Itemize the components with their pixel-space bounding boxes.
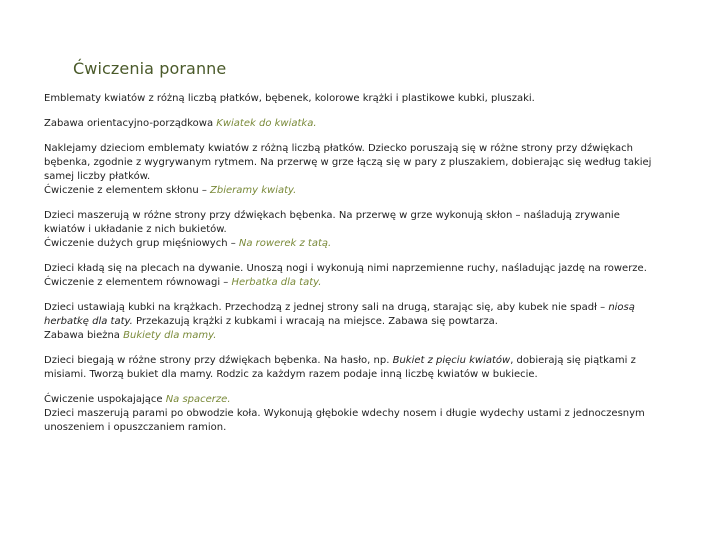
bend-exercise-text: Ćwiczenie z elementem skłonu – xyxy=(44,185,211,196)
paragraph-bouquet xyxy=(44,354,656,382)
orientation-game-text: Zabawa orientacyjno-porządkowa xyxy=(44,118,217,129)
document-body xyxy=(44,92,656,446)
calming-exercise-title: Na spacerze. xyxy=(165,394,231,405)
running-game-text: Zabawa bieżna xyxy=(44,330,124,341)
paragraph-marching xyxy=(44,209,656,251)
paragraph-cups xyxy=(44,301,656,343)
paragraph-flower-emblems xyxy=(44,142,656,198)
muscle-exercise-text: Ćwiczenie dużych grup mięśniowych – xyxy=(44,238,239,249)
running-game-line xyxy=(44,329,656,343)
materials-text: Emblematy kwiatów z różną liczbą płatków, bębenek, kolorowe krążki i plastikowe kubki, pluszaki. xyxy=(44,93,535,104)
cups-emphasis: niosą herbatkę dla taty. xyxy=(44,302,635,327)
paragraph-materials xyxy=(44,92,656,106)
paragraph-calming xyxy=(44,393,656,435)
balance-exercise-line xyxy=(44,276,656,290)
cups-line xyxy=(44,301,656,329)
marching-text: Dzieci maszerują w różne strony przy dźwiękach bębenka. Na przerwę w grze wykonują skłon – naśladują zrywanie kwiatów i układanie z nich bukietów. xyxy=(44,210,620,235)
cups-text-b: Przekazują krążki z kubkami i wracają na miejsce. Zabawa się powtarza. xyxy=(132,316,498,327)
calming-exercise-text: Ćwiczenie uspokajające xyxy=(44,394,166,405)
paragraph-orientation-game xyxy=(44,117,656,131)
flower-emblems-text: Naklejamy dzieciom emblematy kwiatów z różną liczbą płatków. Dziecko poruszają się w różne strony przy dźwiękach bębenka, zgodnie z wygrywanym rytmem. Na przerwę w grze łączą się w pary z pluszakiem, dobierając się według takiej samej liczby płatków. xyxy=(44,143,652,182)
calming-text: Dzieci maszerują parami po obwodzie koła. Wykonują głębokie wdechy nosem i długie wydechy ustami z jednoczesnym unoszeniem i opuszczaniem ramion. xyxy=(44,408,645,433)
balance-exercise-title: Herbatka dla taty. xyxy=(231,277,322,288)
bicycle-text: Dzieci kładą się na plecach na dywanie. Unoszą nogi i wykonują nimi naprzemienne ruchy, naśladując jazdę na rowerze. xyxy=(44,263,647,274)
balance-exercise-text: Ćwiczenie z elementem równowagi – xyxy=(44,277,232,288)
running-game-title: Bukiety dla mamy. xyxy=(123,330,217,341)
bend-exercise-title: Zbieramy kwiaty. xyxy=(210,185,297,196)
calming-exercise-line xyxy=(44,393,656,407)
page-title: Ćwiczenia poranne xyxy=(73,59,227,78)
bend-exercise-line xyxy=(44,184,656,198)
orientation-game-title: Kwiatek do kwiatka. xyxy=(216,118,317,129)
bouquet-emphasis: Bukiet z pięciu kwiatów xyxy=(392,355,511,366)
muscle-exercise-line xyxy=(44,237,656,251)
muscle-exercise-title: Na rowerek z tatą. xyxy=(238,238,332,249)
bouquet-text-b: , dobierają się piątkami z misiami. Tworzą bukiet dla mamy. Rodzic za każdym razem podaje inną liczbę kwiatów w bukiecie. xyxy=(44,355,636,380)
paragraph-bicycle xyxy=(44,262,656,290)
bouquet-text-a: Dzieci biegają w różne strony przy dźwiękach bębenka. Na hasło, np. xyxy=(44,355,393,366)
cups-text-a: Dzieci ustawiają kubki na krążkach. Przechodzą z jednej strony sali na drugą, starając się, aby kubek nie spadł – xyxy=(44,302,609,313)
